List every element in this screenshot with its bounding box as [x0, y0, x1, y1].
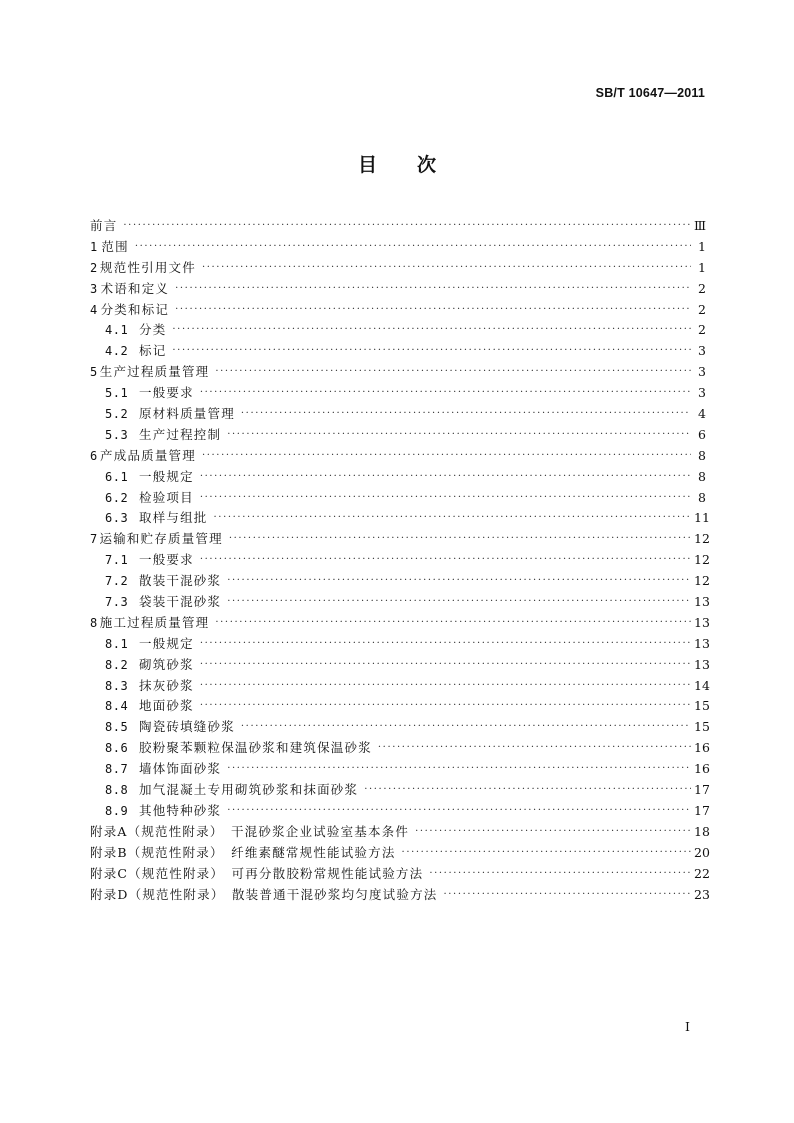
toc-entry-number: 8.4: [105, 699, 129, 714]
toc-dot-leader: [172, 341, 691, 362]
toc-entry[interactable]: [90, 529, 710, 550]
toc-entry[interactable]: [90, 864, 710, 885]
toc-entry-page: 15: [694, 698, 710, 714]
toc-entry-number: 4.1: [105, 323, 129, 338]
toc-dot-leader: [135, 237, 691, 258]
toc-entry-page: 8: [698, 447, 706, 463]
toc-dot-leader: [227, 425, 691, 446]
toc-entry-title: 生产过程控制: [139, 426, 222, 442]
toc-dot-leader: [200, 676, 691, 697]
toc-entry-number: 6.1: [105, 469, 129, 484]
toc-dot-leader: [200, 550, 691, 571]
toc-entry[interactable]: [90, 446, 706, 467]
toc-entry-number: 5: [90, 365, 98, 380]
toc-dot-leader: [200, 488, 691, 509]
toc-entry-number: 4.2: [105, 344, 129, 359]
toc-entry-page: 12: [694, 531, 710, 547]
toc-entry-number: 6.3: [105, 511, 129, 526]
toc-entry-title: 运输和贮存质量管理: [99, 531, 223, 547]
toc-entry-page: 12: [694, 573, 710, 589]
toc-entry-title: 一般要求: [139, 552, 194, 568]
toc-entry-number: 3: [90, 281, 98, 296]
toc-entry-page: 14: [694, 677, 710, 693]
toc-entry-title: 散装干混砂浆: [139, 573, 222, 589]
toc-entry-number: 1: [90, 239, 98, 254]
toc-entry-page: 2: [698, 322, 706, 338]
toc-entry-title: 分类: [139, 322, 167, 338]
toc-entry-title: 一般要求: [139, 385, 194, 401]
toc-entry-title: 范围: [101, 238, 129, 254]
toc-entry-title: 附录D（规范性附录） 散装普通干混砂浆均匀度试验方法: [90, 886, 438, 902]
toc-entry[interactable]: [90, 592, 710, 613]
toc-entry[interactable]: [90, 320, 706, 341]
toc-entry-page: 2: [698, 301, 706, 317]
toc-entry-number: 8.2: [105, 657, 129, 672]
toc-dot-leader: [402, 843, 691, 864]
toc-dot-leader: [123, 216, 691, 237]
toc-entry-page: 3: [698, 385, 706, 401]
toc-entry[interactable]: [90, 383, 706, 404]
toc-entry-number: 5.3: [105, 427, 129, 442]
toc-entry-page: 23: [694, 886, 710, 902]
toc-entry-title: 分类和标记: [100, 301, 170, 317]
toc-entry[interactable]: [90, 404, 706, 425]
toc-entry-title: 前言: [90, 218, 118, 233]
toc-entry-number: 8.3: [105, 678, 129, 693]
toc-entry[interactable]: [90, 613, 710, 634]
toc-entry-title: 生产过程质量管理: [99, 364, 210, 380]
toc-entry-number: 8.9: [105, 803, 129, 818]
toc-entry-title: 墙体饰面砂浆: [139, 761, 222, 777]
toc-entry-title: 抹灰砂浆: [139, 677, 194, 693]
toc-dot-leader: [227, 801, 691, 822]
toc-dot-leader: [215, 362, 691, 383]
toc-entry-page: 22: [694, 865, 710, 881]
toc-entry-title: 附录C（规范性附录） 可再分散胶粉常规性能试验方法: [90, 865, 424, 881]
toc-entry-page: 13: [694, 594, 710, 610]
toc-entry-title: 陶瓷砖填缝砂浆: [139, 719, 235, 735]
toc-entry-title: 袋装干混砂浆: [139, 594, 222, 610]
toc-entry-number: 7.2: [105, 574, 129, 589]
toc-entry[interactable]: [90, 258, 706, 279]
toc-entry-page: 3: [698, 364, 706, 380]
toc-entry-page: 1: [698, 238, 706, 254]
page-number: Ⅰ: [685, 1019, 690, 1034]
toc-entry[interactable]: [90, 216, 706, 237]
toc-entry[interactable]: [90, 717, 710, 738]
toc-dot-leader: [415, 822, 691, 843]
toc-entry-title: 原材料质量管理: [139, 406, 235, 422]
toc-entry-page: 4: [698, 406, 706, 422]
toc-entry-title: 一般规定: [139, 468, 194, 484]
toc-entry-page: 15: [694, 719, 710, 735]
toc-entry[interactable]: [90, 655, 710, 676]
toc-entry[interactable]: [90, 676, 710, 697]
toc-dot-leader: [200, 634, 691, 655]
toc-entry[interactable]: [90, 571, 710, 592]
toc-entry-page: 12: [694, 552, 710, 568]
toc-dot-leader: [229, 529, 691, 550]
toc-dot-leader: [175, 300, 691, 321]
toc-entry-title: 附录A（规范性附录） 干混砂浆企业试验室基本条件: [90, 823, 410, 839]
toc-entry-title: 取样与组批: [139, 510, 208, 526]
toc-entry[interactable]: [90, 634, 710, 655]
toc-dot-leader: [175, 279, 691, 300]
toc-dot-leader: [172, 320, 691, 341]
toc-entry[interactable]: [90, 550, 710, 571]
toc-entry[interactable]: [90, 780, 710, 801]
toc-entry-page: 6: [698, 426, 706, 442]
toc-entry[interactable]: [90, 362, 706, 383]
toc-dot-leader: [227, 571, 691, 592]
toc-dot-leader: [202, 446, 691, 467]
toc-entry[interactable]: [90, 300, 706, 321]
toc-entry-page: 2: [698, 280, 706, 296]
toc-entry-page: 17: [694, 782, 710, 798]
toc-entry[interactable]: [90, 237, 706, 258]
toc-entry-page: 3: [698, 343, 706, 359]
toc-entry-number: 7: [90, 532, 98, 547]
toc-entry[interactable]: [90, 801, 710, 822]
toc-entry[interactable]: [90, 341, 706, 362]
toc-entry-page: 8: [698, 468, 706, 484]
toc-entry-page: 13: [694, 635, 710, 651]
toc-entry-page: 1: [698, 259, 706, 275]
toc-entry[interactable]: [90, 738, 710, 759]
table-of-contents: [90, 216, 710, 905]
toc-entry-title: 产成品质量管理: [100, 447, 196, 463]
toc-entry-number: 6: [90, 448, 98, 463]
toc-entry-number: 7.1: [105, 553, 129, 568]
toc-entry-page: 13: [694, 614, 710, 630]
toc-entry-title: 规范性引用文件: [100, 259, 196, 275]
toc-dot-leader: [227, 592, 691, 613]
toc-entry-number: 8: [90, 615, 98, 630]
toc-entry[interactable]: [90, 759, 710, 780]
toc-entry-number: 8.1: [105, 636, 129, 651]
toc-dot-leader: [202, 258, 691, 279]
toc-dot-leader: [378, 738, 691, 759]
toc-dot-leader: [227, 759, 691, 780]
toc-entry-page: 8: [698, 489, 706, 505]
toc-dot-leader: [200, 467, 691, 488]
toc-dot-leader: [200, 655, 691, 676]
toc-entry-page: 13: [694, 656, 710, 672]
toc-entry-page: 16: [694, 761, 710, 777]
toc-entry[interactable]: [90, 488, 706, 509]
toc-entry-title: 一般规定: [139, 635, 194, 651]
toc-entry-number: 5.1: [105, 386, 129, 401]
toc-dot-leader: [214, 508, 691, 529]
toc-entry-number: 8.8: [105, 783, 129, 798]
toc-dot-leader: [241, 717, 691, 738]
toc-entry-title: 附录B（规范性附录） 纤维素醚常规性能试验方法: [90, 844, 396, 860]
toc-entry-number: 8.7: [105, 762, 129, 777]
toc-dot-leader: [364, 780, 691, 801]
toc-entry-page: 20: [694, 844, 710, 860]
toc-entry-page: 17: [694, 802, 710, 818]
toc-dot-leader: [215, 613, 691, 634]
toc-entry-page: Ⅲ: [694, 218, 707, 233]
toc-dot-leader: [443, 885, 691, 906]
toc-entry-title: 标记: [139, 343, 167, 359]
toc-entry[interactable]: [90, 696, 710, 717]
toc-dot-leader: [200, 383, 691, 404]
toc-entry-number: 6.2: [105, 490, 129, 505]
toc-entry[interactable]: [90, 279, 706, 300]
toc-entry-title: 胶粉聚苯颗粒保温砂浆和建筑保温砂浆: [139, 740, 372, 756]
page-title: 目次: [357, 154, 476, 176]
toc-entry-number: 8.6: [105, 741, 129, 756]
toc-entry-title: 施工过程质量管理: [99, 614, 210, 630]
toc-entry-number: 2: [90, 260, 98, 275]
toc-entry-title: 地面砂浆: [139, 698, 194, 714]
toc-entry[interactable]: [90, 425, 706, 446]
toc-entry-number: 4: [90, 302, 98, 317]
toc-dot-leader: [200, 696, 691, 717]
toc-entry[interactable]: [90, 843, 710, 864]
toc-entry[interactable]: [90, 467, 706, 488]
toc-entry-number: 8.5: [105, 720, 129, 735]
toc-entry-title: 砌筑砂浆: [139, 656, 194, 672]
toc-entry[interactable]: [90, 822, 710, 843]
toc-entry-number: 5.2: [105, 407, 129, 422]
toc-entry-number: 7.3: [105, 595, 129, 610]
toc-entry-page: 11: [694, 510, 710, 526]
toc-entry-page: 16: [694, 740, 710, 756]
toc-entry-title: 术语和定义: [100, 280, 170, 296]
toc-entry[interactable]: [90, 508, 710, 529]
toc-entry[interactable]: [90, 885, 710, 906]
standard-code: SB/T 10647—2011: [595, 86, 705, 100]
toc-entry-title: 其他特种砂浆: [139, 802, 222, 818]
toc-entry-title: 检验项目: [139, 489, 194, 505]
toc-entry-title: 加气混凝土专用砌筑砂浆和抹面砂浆: [139, 782, 359, 798]
toc-entry-page: 18: [694, 823, 710, 839]
toc-dot-leader: [241, 404, 691, 425]
toc-dot-leader: [429, 864, 691, 885]
